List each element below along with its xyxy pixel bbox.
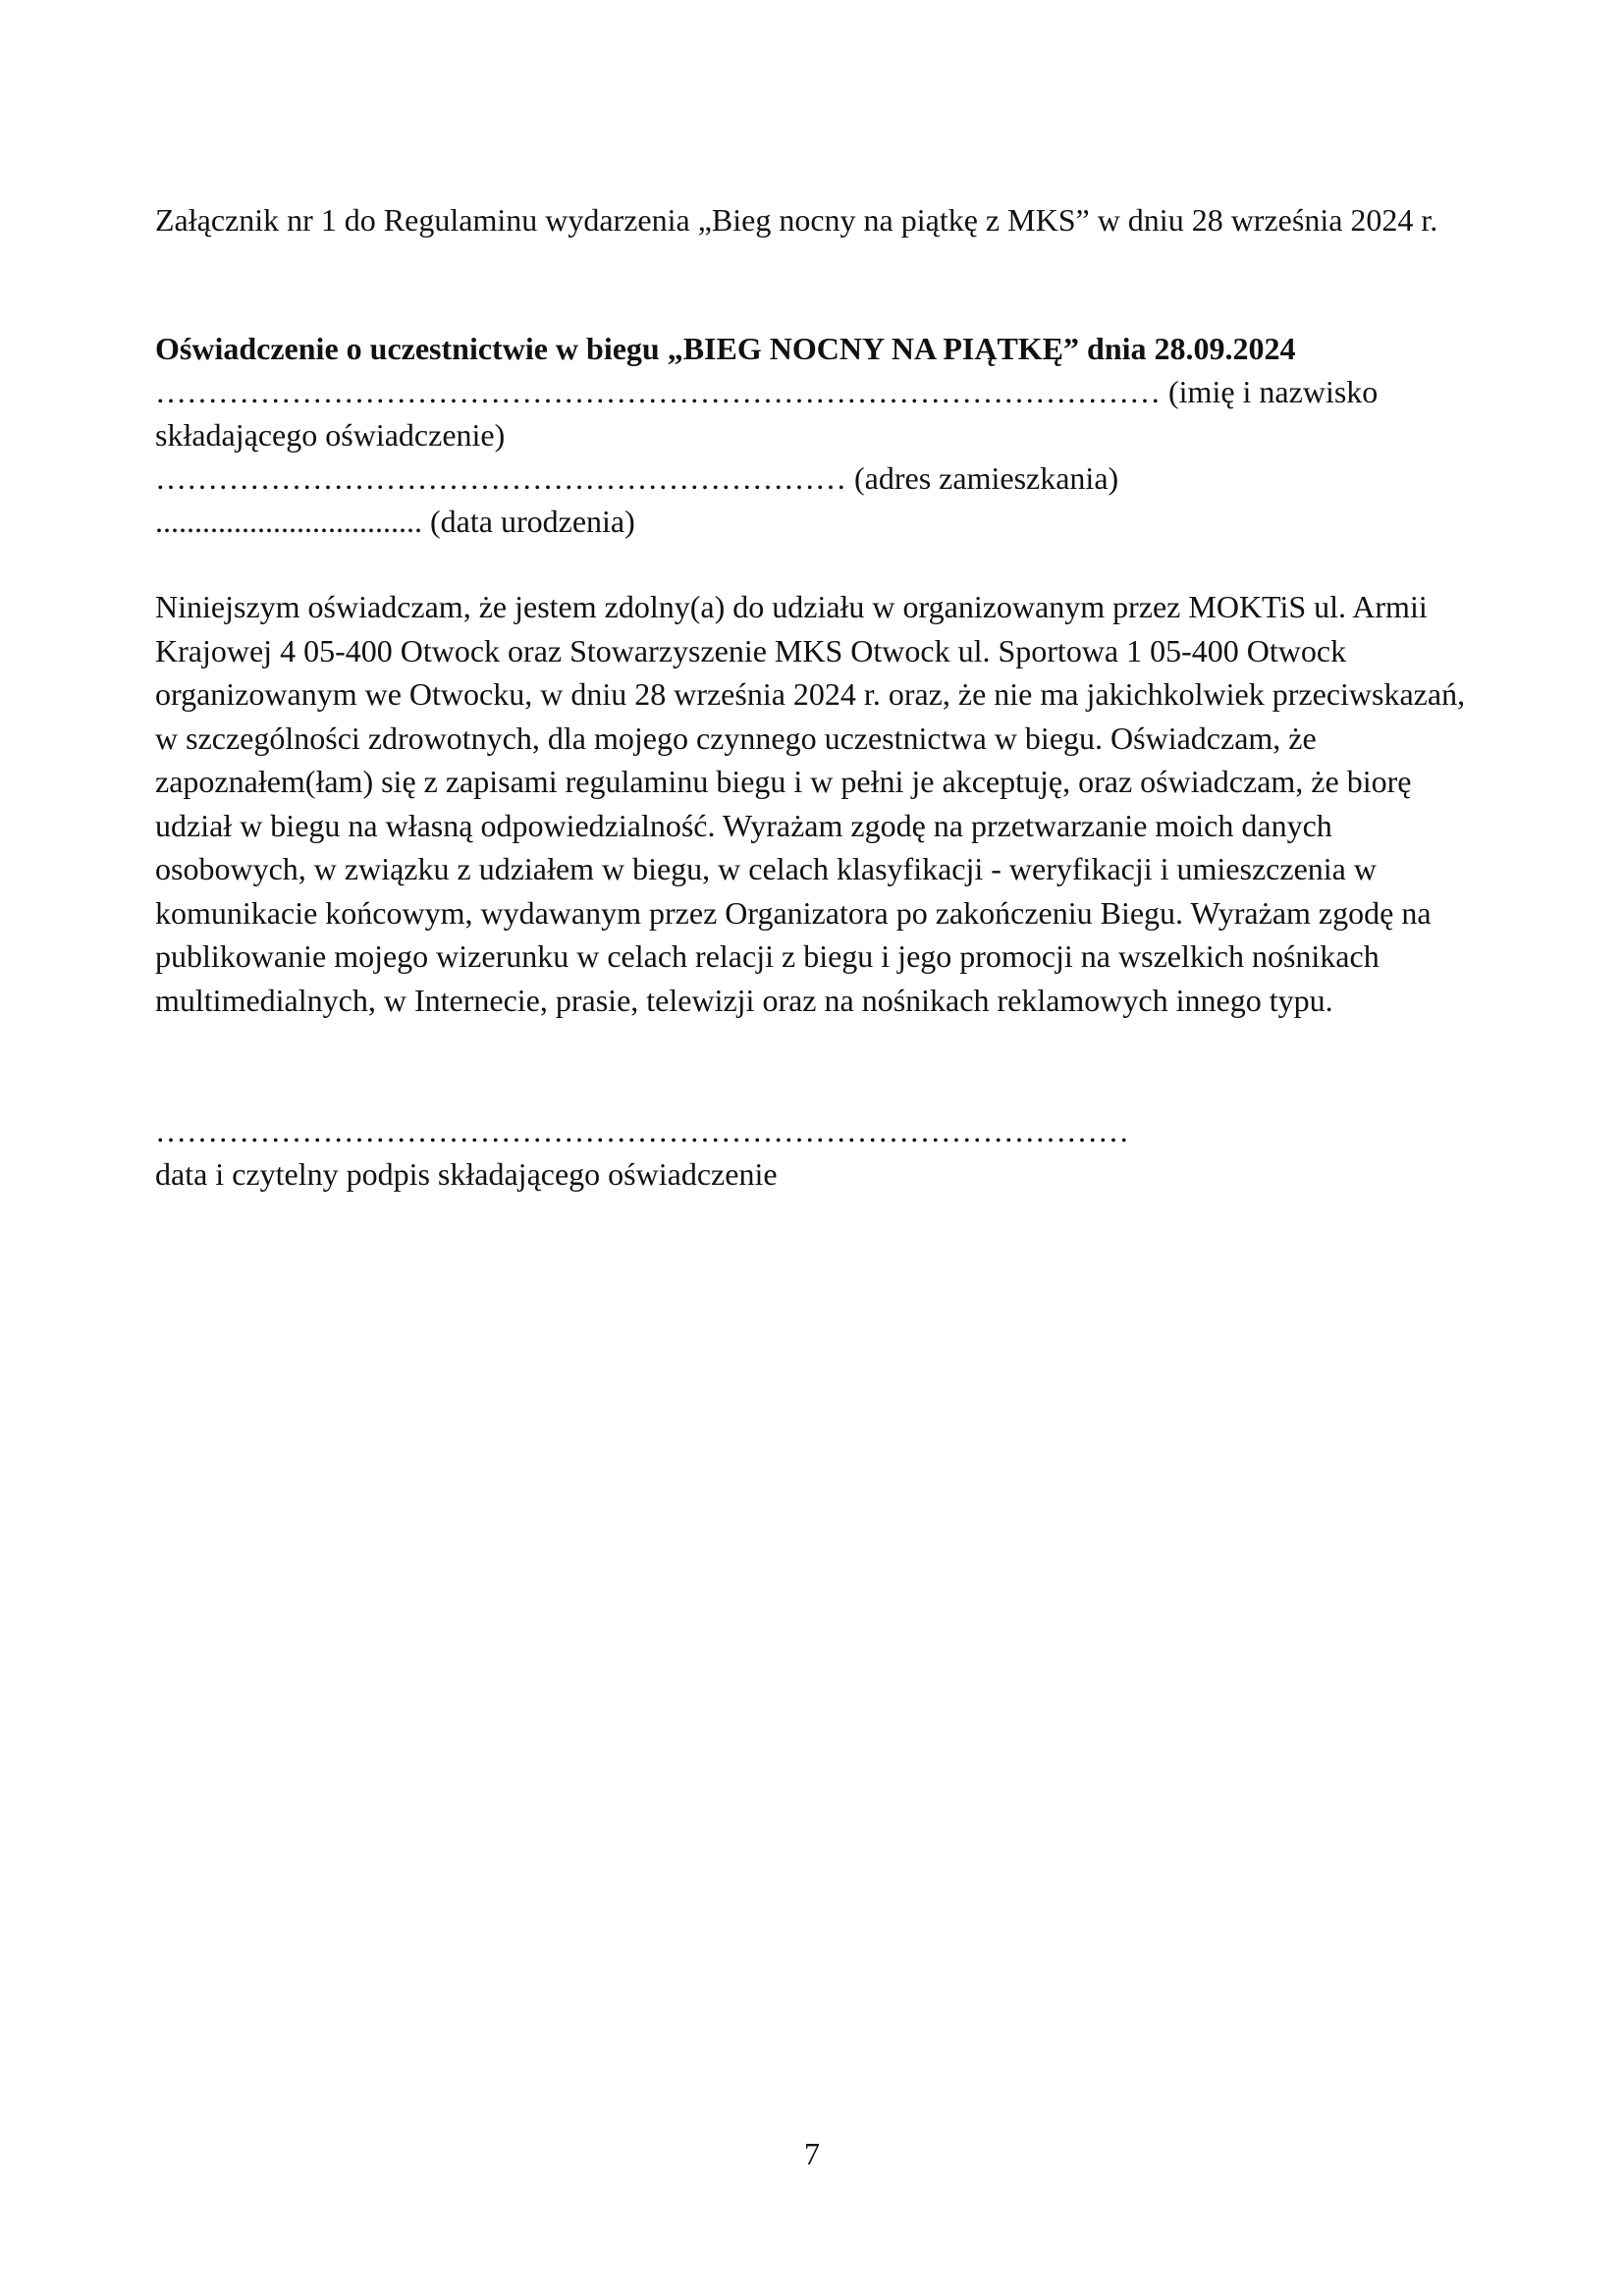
birth-date-field-label: (data urodzenia) (422, 504, 635, 539)
declaration-body: Niniejszym oświadczam, że jestem zdolny(a) do udziału w organizowanym przez MOKTiS ul. Armii Krajowej 4 05-400 Otwock oraz Stowarzyszenie MKS Otwock ul. Sportowa 1 05-400 Otwock organizowanym we Otwocku, w dniu 28 września 2024 r. oraz, że nie ma jakichkolwiek przeciwskazań, w szczególności zdrowotnych, dla mojego czynnego uczestnictwa w biegu. Oświadczam, że zapoznałem(łam) się z zapisami regulaminu biegu i w pełni je akceptuję, oraz oświadczam, że biorę udział w biegu na własną odpowiedzialność. Wyrażam zgodę na przetwarzanie moich danych osobowych, w związku z udziałem w biegu, w celach klasyfikacji - weryfikacji i umieszczenia w komunikacie końcowym, wydawanym przez Organizatora po zakończeniu Biegu. Wyrażam zgodę na publikowanie mojego wizerunku w celach relacji z biegu i jego promocji na wszelkich nośnikach multimedialnych, w Internecie, prasie, telewizji oraz na nośnikach reklamowych innego typu. (155, 589, 1466, 1018)
address-field-line (155, 456, 1118, 500)
signature-line: ………………………………………………………………………………… (155, 1113, 1129, 1148)
address-field-dots: ………………………………………………………… (155, 460, 846, 496)
address-field-label: (adres zamieszkania) (846, 460, 1119, 496)
birth-date-field-dots: .................................. (155, 504, 422, 539)
name-field-dots: …………………………………………………………………………………… (155, 374, 1161, 409)
page-number: 7 (804, 2136, 820, 2171)
signature-label: data i czytelny podpis składającego oświadczenie (155, 1156, 778, 1192)
annex-header: Załącznik nr 1 do Regulaminu wydarzenia „Bieg nocny na piątkę z MKS” w dniu 28 września 2024 r. (155, 202, 1438, 238)
declaration-title: Oświadczenie o uczestnictwie w biegu „BIEG NOCNY NA PIĄTKĘ” dnia 28.09.2024 (155, 331, 1296, 366)
name-field-label-continuation: składającego oświadczenie) (155, 417, 506, 453)
name-field-label: (imię i nazwisko (1161, 374, 1379, 409)
birth-date-field-line (155, 500, 635, 543)
name-field-line (155, 370, 1378, 413)
